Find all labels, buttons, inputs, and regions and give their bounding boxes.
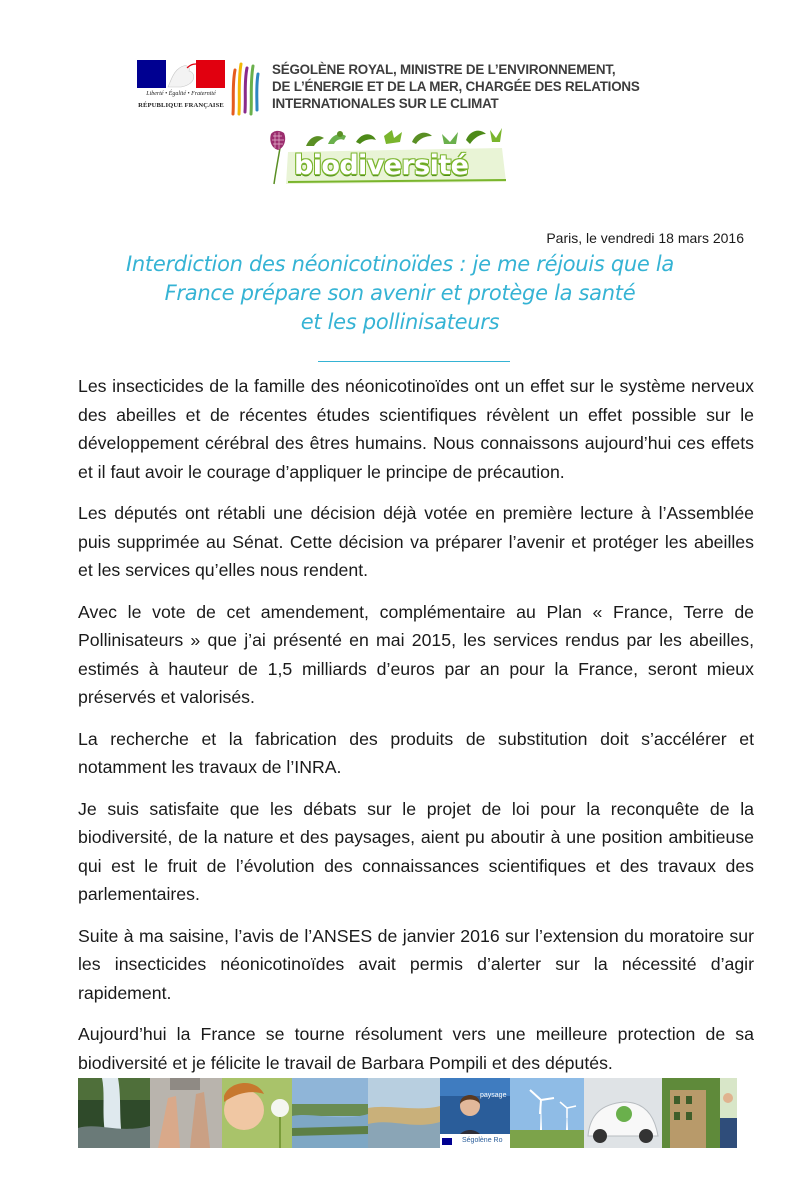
body-paragraph: Suite à ma saisine, l’avis de l’ANSES de janvier 2016 sur l’extension du moratoire sur les insecticides néonicotinoïdes avait permis d’alerter sur la nécessité d’agir rapidement. (78, 925, 754, 1003)
republic-motto: Liberté • Égalité • Fraternité (146, 91, 216, 97)
green-building-photo (662, 1078, 720, 1148)
ministry-line: DE L’ÉNERGIE ET DE LA MER, CHARGÉE DES RELATIONS (272, 79, 640, 94)
biodiversity-logo-text: biodiversité (294, 150, 469, 181)
wind-turbines-photo (510, 1078, 584, 1148)
body-paragraph: La recherche et la fabrication des produits de substitution doit s’accélérer et notamment les travaux de l’INRA. (78, 728, 754, 777)
minister-photo (440, 1078, 510, 1148)
republic-name: RÉPUBLIQUE FRANÇAISE (138, 102, 224, 109)
hands-photo (150, 1078, 222, 1148)
body-paragraph: Les insecticides de la famille des néonicotinoïdes ont un effet sur le système nerveux des abeilles et de récentes études scientifiques révèlent un effet possible sur le développement cérébral des êtres humains. Nous connaissons aujourd’hui ces effets et il faut avoir le courage d’appliquer le principe de précaution. (78, 376, 754, 482)
body-paragraph: Les députés ont rétabli une décision déjà votée en première lecture à l’Assemblée puis supprimée au Sénat. Cette décision va préparer l’avenir et protéger les abeilles et les services qu’elles nous rendent. (78, 503, 754, 580)
headline (40, 250, 760, 337)
electric-car-photo (584, 1078, 662, 1148)
press-release-body (78, 372, 754, 1077)
ministry-brush-icon (230, 60, 260, 116)
solar-workers-photo (720, 1078, 737, 1148)
coastal-marsh-photo (368, 1078, 440, 1148)
strip-caption: Ségolène Ro (462, 1137, 503, 1144)
photo-strip (78, 1078, 737, 1148)
headline-line: Interdiction des néonicotinoïdes : je me réjouis que la (126, 252, 674, 276)
ministry-title (272, 61, 692, 112)
body-paragraph: Avec le vote de cet amendement, complémentaire au Plan « France, Terre de Pollinisateurs » que j’ai présenté en mai 2015, les services rendus par les abeilles, estimés à hauteur de 1,5 milliards d’euros par an pour la France, seront mieux préservés et valorisés. (78, 601, 754, 707)
ministry-line: INTERNATIONALES SUR LE CLIMAT (272, 96, 499, 111)
headline-line: France prépare son avenir et protège la santé (164, 281, 636, 305)
wetland-photo (292, 1078, 368, 1148)
republique-francaise-logo (137, 60, 225, 116)
child-dandelion-photo (222, 1078, 292, 1148)
waterfall-photo (78, 1078, 150, 1148)
marianne-flag-icon (137, 60, 225, 88)
body-paragraph: Aujourd’hui la France se tourne résolument vers une meilleure protection de sa biodiversité et je félicite le travail de Barbara Pompili et des députés. (78, 1024, 754, 1073)
headline-line: et les pollinisateurs (300, 310, 500, 334)
body-paragraph: Je suis satisfaite que les débats sur le projet de loi pour la reconquête de la biodiversité, de la nature et des paysages, aient pu aboutir à une position ambitieuse qui est le fruit de l’évolution des connaissances scientifiques et des travaux des parlementaires. (78, 798, 754, 904)
ministry-line: SÉGOLÈNE ROYAL, MINISTRE DE L’ENVIRONNEMENT, (272, 62, 616, 77)
dateline: Paris, le vendredi 18 mars 2016 (546, 230, 744, 246)
headline-underline (318, 361, 510, 362)
strip-caption: paysage (480, 1092, 507, 1099)
